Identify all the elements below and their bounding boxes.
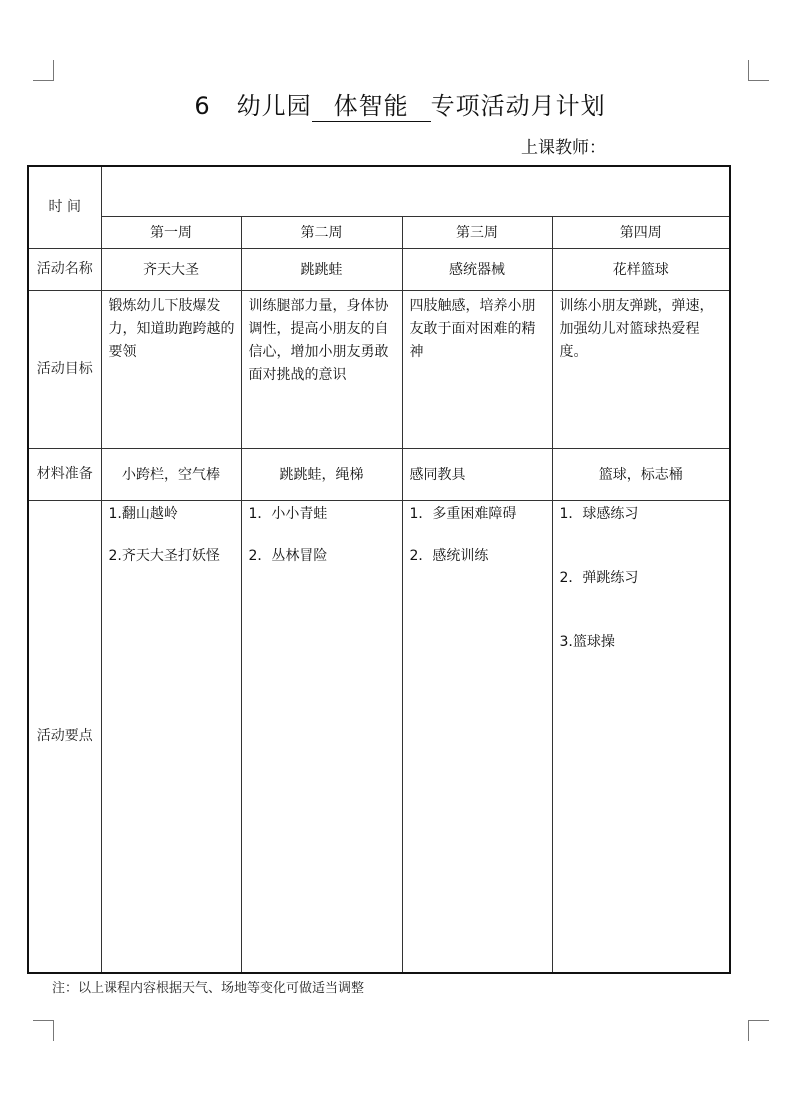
table-row-time	[28, 166, 730, 216]
activity-goal-1: 锻炼幼儿下肢爆发力，知道助跑跨越的要领	[101, 290, 241, 448]
point-item: 1．多重困难障碍	[409, 505, 517, 522]
material-2: 跳跳蛙，绳梯	[241, 448, 402, 500]
point-item: 2．丛林冒险	[248, 547, 328, 564]
page-title	[0, 86, 800, 122]
point-item: 1．小小青蛙	[248, 505, 328, 522]
point-item: 3.篮球操	[559, 633, 615, 650]
week-header-3: 第三周	[402, 216, 552, 248]
row-label-material: 材料准备	[28, 448, 101, 500]
activity-goal-2: 训练腿部力量，身体协调性，提高小朋友的自信心，增加小朋友勇敢面对挑战的意识	[241, 290, 402, 448]
point-item: 1．球感练习	[559, 505, 639, 522]
table-row-goal	[28, 290, 730, 448]
title-number: 6	[194, 92, 211, 120]
title-subject: 体智能	[312, 91, 431, 122]
material-4: 篮球，标志桶	[552, 448, 730, 500]
corner-mark-bottom-left	[33, 1020, 54, 1041]
activity-goal-3: 四肢触感，培养小朋友敢于面对困难的精神	[402, 290, 552, 448]
row-label-time: 时 间	[28, 166, 101, 248]
activity-name-4: 花样篮球	[552, 248, 730, 290]
material-1: 小跨栏，空气棒	[101, 448, 241, 500]
week-header-4: 第四周	[552, 216, 730, 248]
time-value-cell	[101, 166, 730, 216]
footnote: 注：以上课程内容根据天气、场地等变化可做适当调整	[52, 981, 365, 996]
plan-table	[27, 165, 731, 974]
activity-name-2: 跳跳蛙	[241, 248, 402, 290]
activity-points-4	[552, 500, 730, 973]
activity-points-1	[101, 500, 241, 973]
activity-name-3: 感统器械	[402, 248, 552, 290]
point-item: 1.翻山越岭	[108, 505, 178, 522]
point-item: 2．感统训练	[409, 547, 489, 564]
table-row-material	[28, 448, 730, 500]
corner-mark-top-right	[748, 60, 769, 81]
point-item: 2．弹跳练习	[559, 569, 639, 586]
activity-name-1: 齐天大圣	[101, 248, 241, 290]
material-3: 感同教具	[402, 448, 552, 500]
table-row-name	[28, 248, 730, 290]
point-item: 2.齐天大圣打妖怪	[108, 547, 220, 564]
title-prefix: 幼儿园	[236, 92, 312, 120]
teacher-label: 上课教师：	[521, 138, 606, 158]
corner-mark-top-left	[33, 60, 54, 81]
row-label-points: 活动要点	[28, 500, 101, 973]
row-label-name: 活动名称	[28, 248, 101, 290]
activity-points-2	[241, 500, 402, 973]
week-header-2: 第二周	[241, 216, 402, 248]
table-row-weeks	[28, 216, 730, 248]
week-header-1: 第一周	[101, 216, 241, 248]
activity-points-3	[402, 500, 552, 973]
activity-goal-4: 训练小朋友弹跳，弹速，加强幼儿对篮球热爱程度。	[552, 290, 730, 448]
table-row-points	[28, 500, 730, 973]
corner-mark-bottom-right	[748, 1020, 769, 1041]
row-label-goal: 活动目标	[28, 290, 101, 448]
title-suffix: 专项活动月计划	[430, 92, 606, 120]
